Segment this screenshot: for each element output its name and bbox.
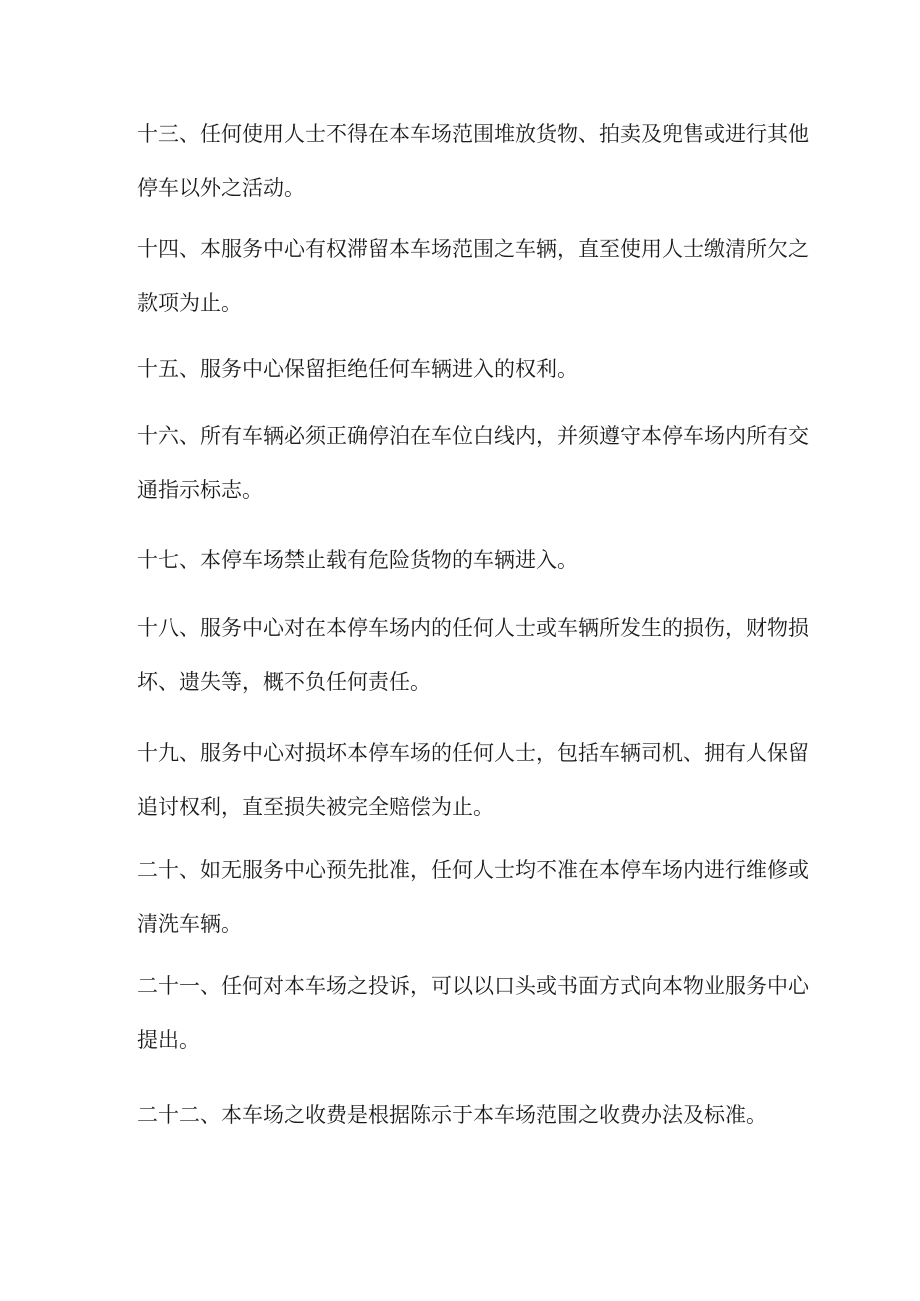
clause-16 [137,409,809,517]
clause-14-line-1: 十四、本服务中心有权滞留本车场范围之车辆，直至使用人士缴清所欠之 [137,237,809,261]
clause-15 [137,342,785,396]
clause-20-line-2: 清洗车辆。 [137,912,242,936]
clause-15-line-1: 十五、服务中心保留拒绝任何车辆进入的权利。 [137,357,578,381]
clause-18 [137,601,809,709]
clause-13-line-1: 十三、任何使用人士不得在本车场范围堆放货物、拍卖及兜售或进行其他 [137,122,809,146]
clause-18-line-1: 十八、服务中心对在本停车场内的任何人士或车辆所发生的损伤，财物损 [137,616,809,640]
clause-14 [137,222,809,330]
clause-16-line-1: 十六、所有车辆必须正确停泊在车位白线内，并须遵守本停车场内所有交 [137,424,809,448]
clause-19-line-1: 十九、服务中心对损坏本停车场的任何人士，包括车辆司机、拥有人保留 [137,741,809,765]
clause-21 [137,959,809,1067]
clause-16-line-2: 通指示标志。 [137,478,263,502]
clause-21-line-2: 提出。 [137,1028,200,1052]
clause-20-line-1: 二十、如无服务中心预先批准，任何人士均不准在本停车场内进行维修或 [137,858,809,882]
clause-20 [137,843,809,951]
clause-21-line-1: 二十一、任何对本车场之投诉，可以以口头或书面方式向本物业服务中心 [137,974,809,998]
clause-13-line-2: 停车以外之活动。 [137,176,305,200]
clause-19-line-2: 追讨权利，直至损失被完全赔偿为止。 [137,795,494,819]
clause-14-line-2: 款项为止。 [137,291,242,315]
clause-18-line-2: 坏、遗失等，概不负任何责任。 [137,670,431,694]
clause-17-line-1: 十七、本停车场禁止载有危险货物的车辆进入。 [137,548,578,572]
clause-13 [137,107,809,215]
clause-17 [137,533,785,587]
clause-19 [137,726,809,834]
clause-22-line-1: 二十二、本车场之收费是根据陈示于本车场范围之收费办法及标准。 [137,1103,767,1127]
clause-22 [137,1088,785,1142]
